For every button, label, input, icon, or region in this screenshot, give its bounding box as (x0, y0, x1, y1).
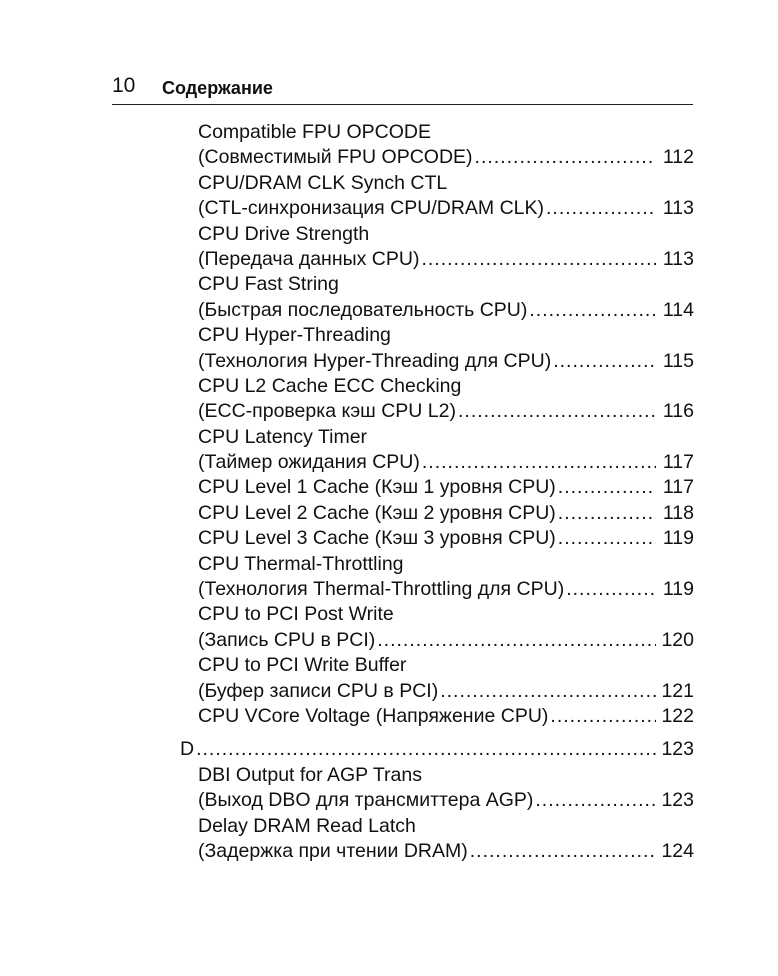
toc-entry-line (198, 501, 694, 526)
dot-leader (558, 501, 656, 526)
table-of-contents (180, 120, 694, 864)
dot-leader (421, 247, 656, 272)
toc-entry-page: 115 (662, 349, 694, 372)
dot-leader (196, 737, 656, 762)
page-header (112, 70, 693, 105)
toc-entry-subtitle: (Совместимый FPU OPCODE) (198, 146, 473, 169)
toc-entry-title: CPU Hyper-Threading (198, 324, 391, 347)
dot-leader (377, 628, 656, 653)
toc-entry-line (198, 475, 694, 500)
toc-entry-page: 119 (662, 578, 694, 601)
toc-entry-subtitle: (Таймер ожидания CPU) (198, 451, 420, 474)
toc-entry-page: 114 (662, 298, 694, 321)
toc-entry-subtitle: (Буфер записи CPU в PCI) (198, 679, 439, 702)
toc-entry-title: CPU Latency Timer (198, 425, 368, 448)
toc-entry-page: 117 (662, 451, 694, 474)
toc-entry-subtitle: (Выход DBO для трансмиттера AGP) (198, 789, 534, 812)
toc-entry-title: DBI Output for AGP Trans (198, 763, 422, 786)
dot-leader (566, 577, 656, 602)
toc-entry-line (198, 704, 694, 729)
toc-entry-subtitle: (Запись CPU в PCI) (198, 628, 376, 651)
toc-entry-line (198, 298, 694, 323)
dot-leader (458, 399, 656, 424)
toc-entry-title: CPU Level 1 Cache (Кэш 1 уровня CPU) (198, 476, 556, 499)
toc-entry-line (198, 577, 694, 602)
dot-leader (475, 145, 656, 170)
toc-entry-line (198, 788, 694, 813)
toc-entry-title: CPU Level 2 Cache (Кэш 2 уровня CPU) (198, 501, 556, 524)
toc-entry-subtitle: (CTL-синхронизация CPU/DRAM CLK) (198, 197, 545, 220)
dot-leader (529, 298, 656, 323)
toc-entry-title: Delay DRAM Read Latch (198, 814, 416, 837)
toc-entry-line (198, 679, 694, 704)
toc-entry-title: CPU VCore Voltage (Напряжение CPU) (198, 704, 549, 727)
toc-section-letter: D (180, 738, 195, 761)
toc-entry-subtitle: (Задержка при чтении DRAM) (198, 839, 468, 862)
toc-entry-title: Compatible FPU OPCODE (198, 121, 431, 143)
toc-entry-line (198, 196, 694, 221)
toc-entry-page: 113 (662, 197, 694, 220)
toc-entry-page: 121 (661, 679, 694, 702)
page-number: 10 (112, 74, 136, 97)
toc-entry-page: 124 (661, 839, 694, 862)
dot-leader (535, 788, 656, 813)
running-title: Содержание (162, 78, 273, 98)
toc-entry-subtitle: (Технология Hyper-Threading для CPU) (198, 349, 552, 372)
toc-entry-page: 116 (662, 400, 694, 423)
toc-entry-page: 113 (662, 247, 694, 270)
toc-entry-line (198, 247, 694, 272)
toc-entry-title: CPU to PCI Post Write (198, 603, 394, 626)
toc-entry-subtitle: (Технология Thermal-Throttling для CPU) (198, 578, 565, 601)
dot-leader (546, 196, 656, 221)
toc-entry-line (198, 526, 694, 551)
toc-entry-title: CPU Thermal-Throttling (198, 552, 404, 575)
toc-entry-line (198, 628, 694, 653)
toc-entry-subtitle: (Передача данных CPU) (198, 247, 420, 270)
dot-leader (550, 704, 656, 729)
toc-entry-title: CPU/DRAM CLK Synch CTL (198, 171, 448, 194)
toc-entry-line (198, 349, 694, 374)
toc-entry-line (198, 399, 694, 424)
dot-leader (440, 679, 656, 704)
dot-leader (558, 475, 656, 500)
toc-entry-page: 120 (661, 628, 694, 651)
toc-entry-page: 123 (661, 789, 694, 812)
toc-entry-title: CPU L2 Cache ECC Checking (198, 374, 462, 397)
dot-leader (422, 450, 656, 475)
toc-section-heading (180, 737, 694, 762)
toc-entry-title: CPU Fast String (198, 273, 339, 296)
toc-entry-page: 122 (661, 704, 694, 727)
toc-section-page: 123 (661, 738, 694, 761)
toc-entry-title: CPU Drive Strength (198, 222, 370, 245)
toc-entry-title: CPU to PCI Write Buffer (198, 654, 407, 677)
toc-entry-page: 112 (662, 146, 694, 169)
toc-entry-page: 118 (662, 501, 694, 524)
dot-leader (553, 349, 656, 374)
toc-entry-subtitle: (ECC-проверка кэш CPU L2) (198, 400, 456, 423)
toc-entry-title: CPU Level 3 Cache (Кэш 3 уровня CPU) (198, 527, 556, 550)
dot-leader (558, 526, 656, 551)
toc-entry-line (198, 839, 694, 864)
toc-entry-line (198, 450, 694, 475)
toc-entry-page: 119 (662, 527, 694, 550)
dot-leader (470, 839, 656, 864)
toc-entry-page: 117 (662, 476, 694, 499)
toc-entry-subtitle: (Быстрая последовательность CPU) (198, 298, 528, 321)
toc-entry-line (198, 145, 694, 170)
